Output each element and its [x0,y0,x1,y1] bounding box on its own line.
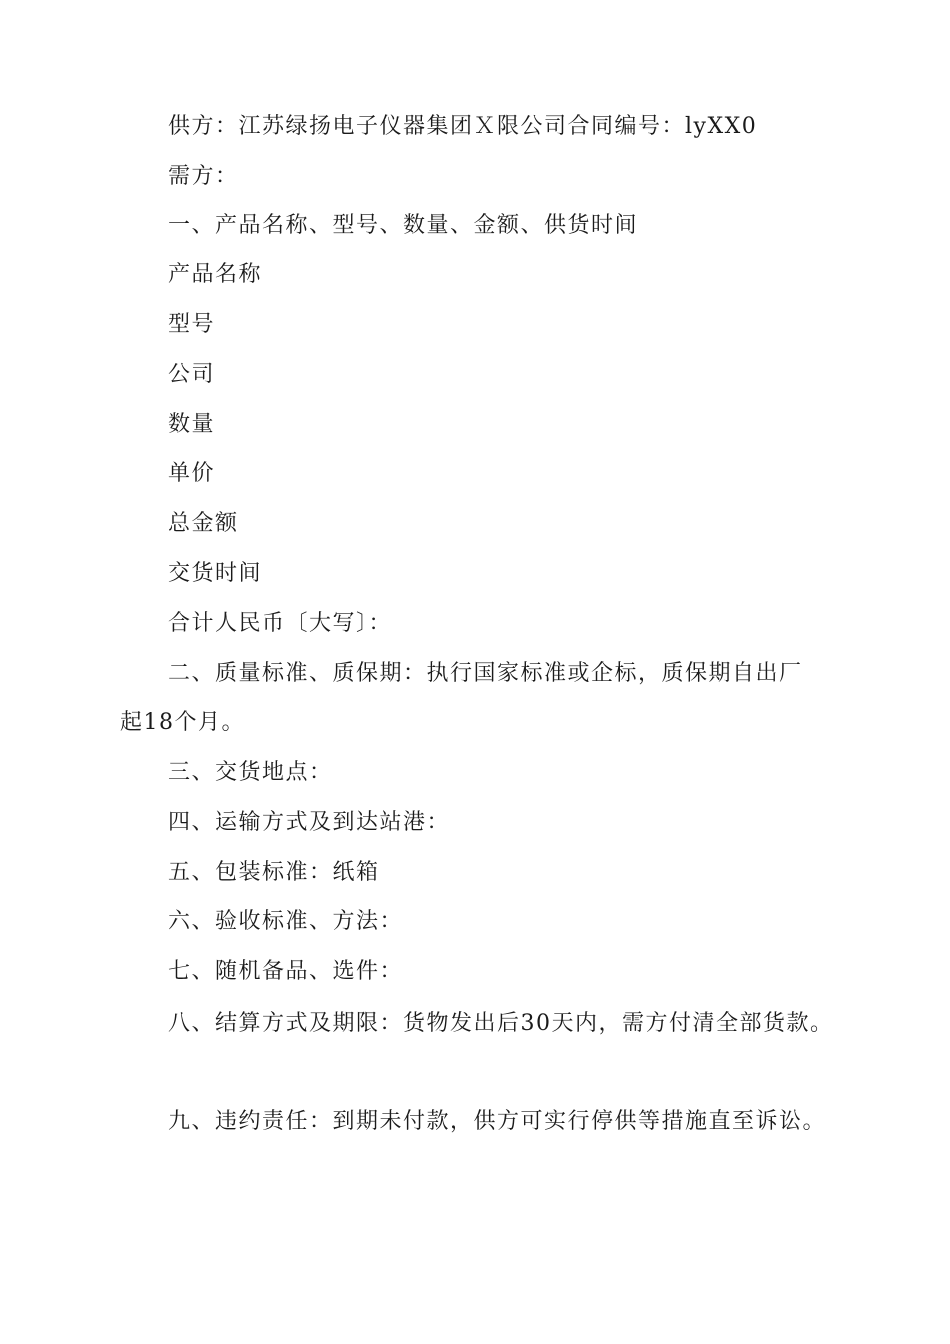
section-4: 四、运输方式及到达站港： [168,810,451,835]
section-6: 六、验收标准、方法： [168,909,404,934]
field-model: 型号 [168,312,216,337]
section-5: 五、包装标准：纸箱 [168,860,380,885]
section-2-line-1: 二、质量标准、质保期：执行国家标准或企标，质保期自出厂 [168,661,803,686]
field-total-rmb: 合计人民币〔大写〕： [168,611,393,636]
field-unit-price: 单价 [168,461,216,486]
field-product-name: 产品名称 [168,262,263,287]
section-2-line-2: 起18个月。 [120,710,245,735]
section-3: 三、交货地点： [168,760,333,785]
field-total-amount: 总金额 [168,511,239,536]
section-1-title: 一、产品名称、型号、数量、金额、供货时间 [168,213,639,238]
section-7: 七、随机备品、选件： [168,959,404,984]
field-company: 公司 [168,362,216,387]
demander-line: 需方： [168,164,239,189]
field-delivery-time: 交货时间 [168,561,263,586]
supplier-header-line: 供方：江苏绿扬电子仪器集团Ｘ限公司合同编号：lyXX0 [168,114,758,139]
section-9: 九、违约责任：到期未付款，供方可实行停供等措施直至诉讼。 [168,1109,827,1134]
field-quantity: 数量 [168,412,216,437]
section-8: 八、结算方式及期限：货物发出后30天内，需方付清全部货款。 [168,1011,834,1036]
